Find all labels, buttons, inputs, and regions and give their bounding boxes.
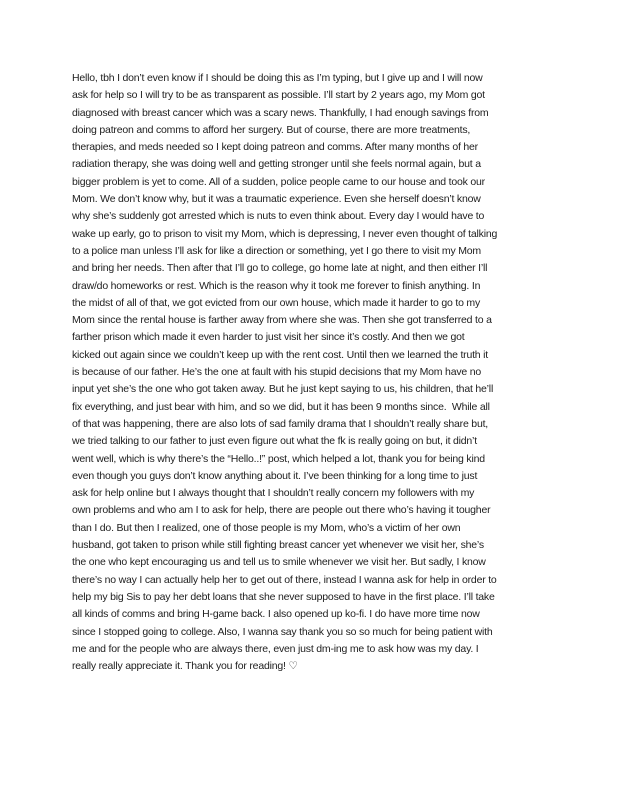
text-line: since I stopped going to college. Also, I wanna say thank you so so much for being patient with	[72, 625, 493, 638]
text-line: me and for the people who are always there, even just dm-ing me to ask how was my day. I	[72, 642, 479, 655]
text-line: draw/do homeworks or rest. Which is the reason why it took me forever to finish anything. In	[72, 279, 481, 292]
text-line: own problems and who am I to ask for help, there are people out there who’s having it tougher	[72, 504, 491, 517]
text-line: fix everything, and just bear with him, and so we did, but it has been 9 months since. While all	[72, 400, 490, 413]
text-line: Mom since the rental house is farther away from where she was. Then she got transferred to a	[72, 314, 492, 327]
text-line: all kinds of comms and bring H-game back. I also opened up ko-fi. I do have more time now	[72, 608, 480, 621]
text-line: diagnosed with breast cancer which was a scary news. Thankfully, I had enough savings from	[72, 106, 489, 119]
text-line: husband, got taken to prison while still fighting breast cancer yet whenever we visit her, she’s	[72, 539, 484, 552]
text-line: farther prison which made it even harder to just visit her since it’s costly. And then we got	[72, 331, 465, 344]
text-line: bigger problem is yet to come. All of a sudden, police people came to our house and took our	[72, 175, 485, 188]
text-line: to a police man unless I’ll ask for like a direction or something, yet I go there to visit my Mom	[72, 244, 481, 257]
text-line: ask for help online but I always thought that I shouldn’t really concern my followers with my	[72, 487, 475, 500]
text-line: and bring her needs. Then after that I’ll go to college, go home late at night, and then either I’ll	[72, 262, 488, 275]
text-line: even though you guys don’t know anything about it. I’ve been thinking for a long time to just	[72, 469, 478, 482]
text-line: wake up early, go to prison to visit my Mom, which is depressing, I never even thought of talking	[72, 227, 498, 240]
text-line: is because of our father. He’s the one at fault with his stupid decisions that my Mom have no	[72, 366, 482, 379]
text-line: the midst of all of that, we got evicted from our own house, which made it harder to go to my	[72, 296, 481, 309]
text-line: radiation therapy, she was doing well and getting stronger until she feels normal again, but a	[72, 158, 481, 171]
text-line: we tried talking to our father to just even figure out what the fk is really going on but, it didn’t	[72, 435, 477, 448]
body-text	[72, 70, 558, 675]
text-line: there’s no way I can actually help her to get out of there, instead I wanna ask for help in order to	[72, 573, 497, 586]
text-line: why she’s suddenly got arrested which is nuts to even think about. Every day I would have to	[72, 210, 485, 223]
text-line: doing patreon and comms to afford her surgery. But of course, there are more treatments,	[72, 123, 471, 136]
text-line: therapies, and meds needed so I kept doing patreon and comms. After many months of her	[72, 141, 478, 154]
text-line: help my big Sis to pay her debt loans that she never supposed to have in the first place. I’ll take	[72, 590, 495, 603]
text-line: input yet she’s the one who got taken away. But he just kept saying to us, his children, that he’ll	[72, 383, 494, 396]
text-line: Hello, tbh I don’t even know if I should be doing this as I’m typing, but I give up and I will now	[72, 72, 483, 84]
text-line: than I do. But then I realized, one of those people is my Mom, who’s a victim of her own	[72, 521, 461, 534]
text-line: Mom. We don’t know why, but it was a traumatic experience. Even she herself doesn’t know	[72, 193, 481, 206]
text-line: kicked out again since we couldn’t keep up with the rent cost. Until then we learned the truth it	[72, 348, 489, 361]
text-line: went well, which is why there’s the “Hello..!” post, which helped a lot, thank you for being kind	[72, 452, 485, 465]
text-line: of that was happening, there are also lots of sad family drama that I shouldn’t really share but,	[72, 417, 489, 430]
text-line: really really appreciate it. Thank you for reading! ♡	[72, 660, 298, 673]
text-line: ask for help so I will try to be as transparent as possible. I’ll start by 2 years ago, my Mom got	[72, 89, 485, 102]
text-line: the one who kept encouraging us and tell us to smile whenever we visit her. But sadly, I know	[72, 556, 486, 569]
